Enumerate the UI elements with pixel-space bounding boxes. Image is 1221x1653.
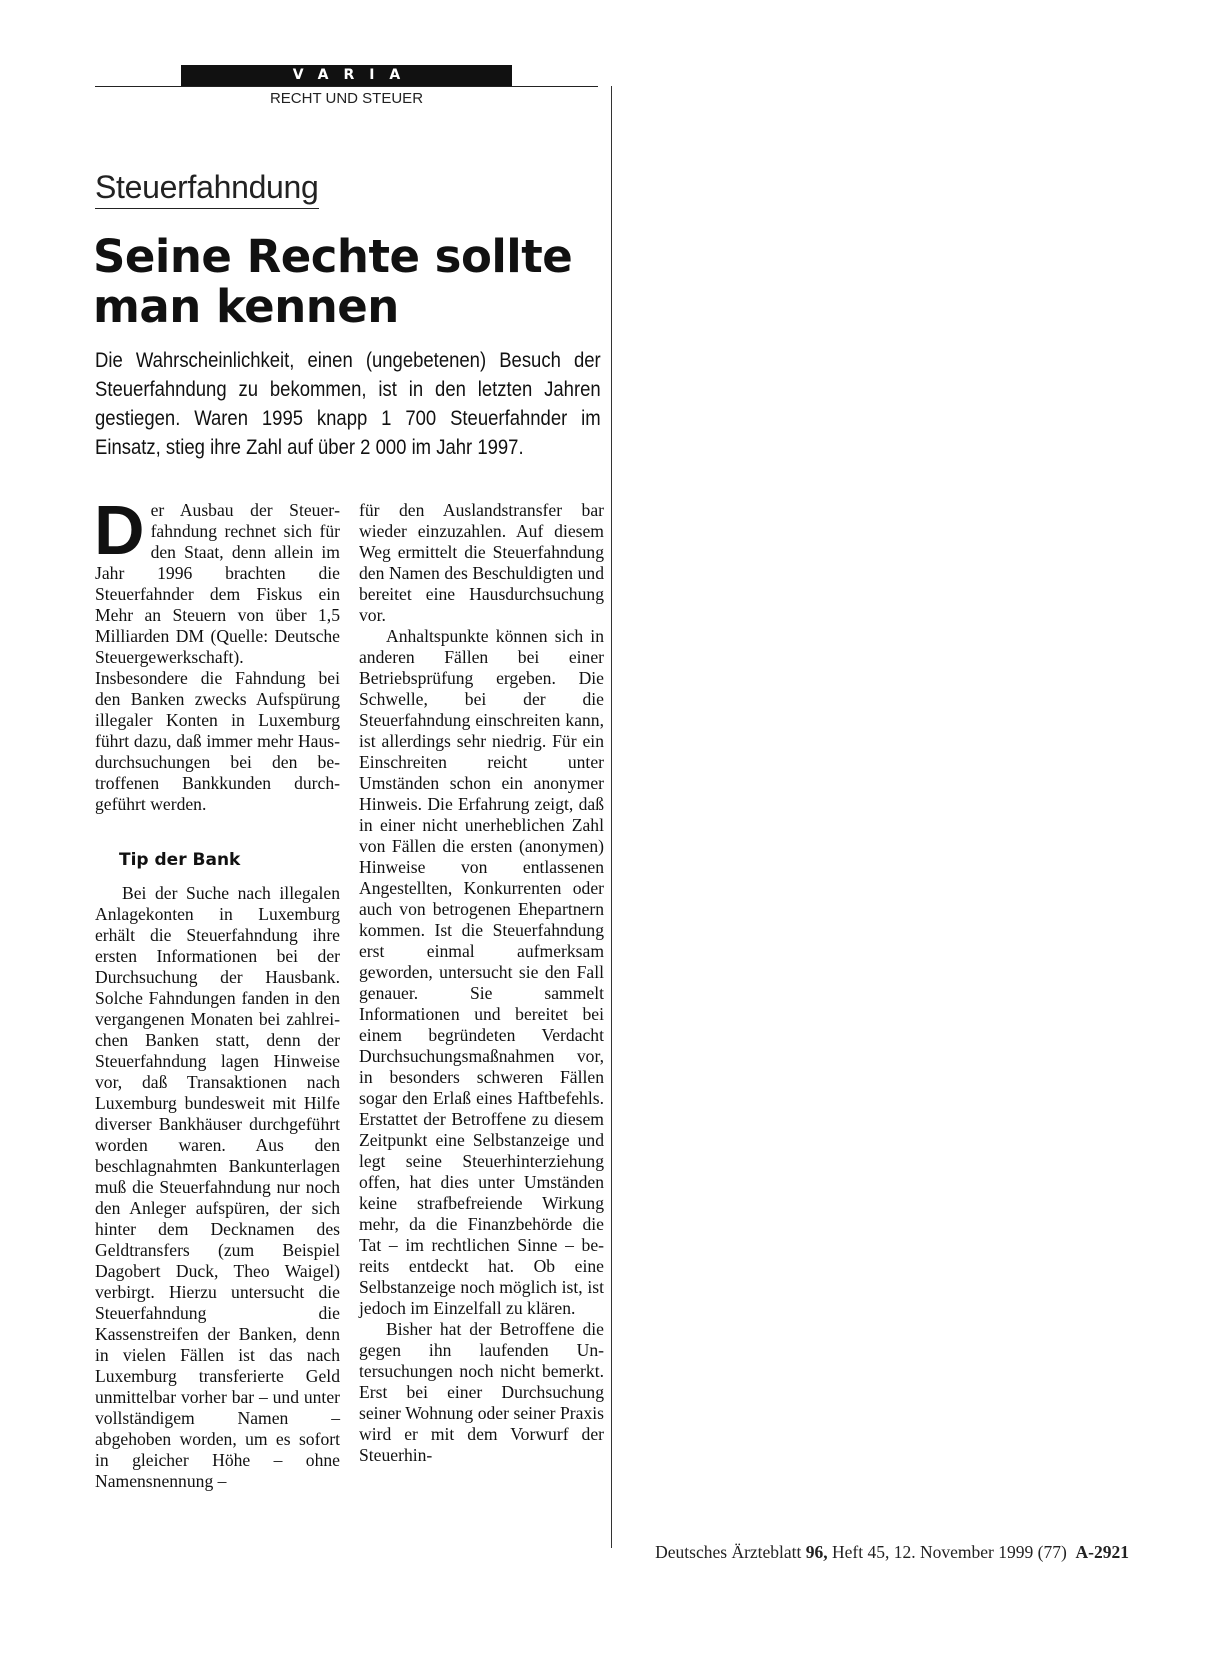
paragraph: für den Auslandstransfer bar wieder einzuzahlen. Auf diesem Weg ermittelt die Steuerfahndung den Namen des Beschuldigten und bereitet eine Hausdurchsuchung vor.: [359, 500, 604, 625]
paragraph: Bisher hat der Betroffene die gegen ihn laufenden Untersuchungen noch nicht bemerkt. Erst bei einer Durchsuchung seiner Wohnung oder seiner Praxis wird er mit dem Vorwurf der Steuerhin-: [359, 1319, 604, 1465]
drop-cap: D: [94, 491, 145, 569]
text-column-left: [94, 491, 340, 1492]
header-rule: [95, 86, 598, 87]
page-footer: [655, 1542, 1129, 1563]
text-column-right: [359, 500, 604, 1466]
journal-volume: 96,: [805, 1542, 828, 1562]
article-lead: Die Wahrscheinlichkeit, einen (ungebetenen) Besuch der Steuerfahndung zu bekommen, ist in den letzten Jahren gestiegen. Waren 1995 knapp 1 700 Steuerfahnder im Einsatz, stieg ihre Zahl auf über 2 000 im Jahr 1997.: [95, 348, 601, 459]
section-label: VARIA: [181, 65, 512, 86]
paragraph: [94, 491, 340, 815]
article-headline: Seine Rechte sollte man kennen: [93, 230, 573, 333]
page-number: A-2921: [1075, 1542, 1129, 1562]
article-kicker: Steuerfahndung: [95, 168, 319, 209]
paragraph: Anhaltspunkte können sich in anderen Fällen bei einer Betriebsprüfung ergeben. Die Schwelle, bei der die Steuerfahndung einschreiten kann, ist allerdings sehr niedrig. Für ein Einschreiten reicht unter Umständen schon ein anonymer Hinweis. Die Erfahrung zeigt, daß in einer nicht unerheblichen Zahl von Fällen die ersten (anonymen) Hinweise von entlassenen Angestellten, Konkurrenten oder auch von betrogenen Ehepartnern kommen. Ist die Steuerfahndung erst einmal aufmerksam geworden, untersucht sie den Fall genauer. Sie sammelt Informationen und bereitet bei einem begründeten Verdacht Durchsuchungsmaßnahmen vor, in besonders schweren Fällen sogar den Erlaß eines Haftbefehls. Erstattet der Betroffene zu diesem Zeitpunkt eine Selbstanzeige und legt seine Steuerhinterziehung offen, hat dies unter Umständen keine strafbefreiende Wirkung mehr, da die Finanzbehörde die Tat – im rechtlichen Sinne – bereits entdeckt hat. Ob eine Selbstanzeige noch möglich ist, ist jedoch im Einzelfall zu klären.: [359, 626, 604, 1318]
issue-info: Heft 45, 12. November 1999 (77): [832, 1542, 1067, 1562]
paragraph-text: er Ausbau der Steuerfahndung rechnet sich für den Staat, denn allein im Jahr 1996 brachten die Steuerfahnder dem Fiskus ein Mehr an Steuern von über 1,5 Milliarden DM (Quelle: Deutsche Steuergewerkschaft). Insbesondere die Fahndung bei den Banken zwecks Aufspürung illegaler Konten in Luxemburg führt dazu, daß immer mehr Hausdurchsuchungen bei den betroffenen Bankkunden durchgeführt werden.: [95, 500, 340, 814]
paragraph: Bei der Suche nach illegalen Anlagekonten in Luxemburg erhält die Steuerfahndung ihre ersten Informationen bei der Durchsuchung der Hausbank. Solche Fahndungen fanden in den vergangenen Monaten bei zahlreichen Banken statt, denn der Steuerfahndung lagen Hinweise vor, daß Transaktionen nach Luxemburg bundesweit mit Hilfe diverser Bankhäuser durchgeführt worden waren. Aus den beschlagnahmten Bankunterlagen muß die Steuerfahndung nur noch den Anleger aufspüren, der sich hinter dem Decknamen des Geldtransfers (zum Beispiel Dagobert Duck, Theo Waigel) verbirgt. Hierzu untersucht die Steuerfahndung die Kassenstreifen der Banken, denn in vielen Fällen ist das nach Luxemburg transferierte Geld unmittelbar vorher bar – und unter vollständigem Namen – abgehoben worden, um es sofort in gleicher Höhe – ohne Namensnennung –: [95, 883, 340, 1491]
subheading: Tip der Bank: [119, 850, 241, 870]
rubric: RECHT UND STEUER: [269, 90, 424, 107]
journal-name: Deutsches Ärzteblatt: [655, 1542, 802, 1562]
